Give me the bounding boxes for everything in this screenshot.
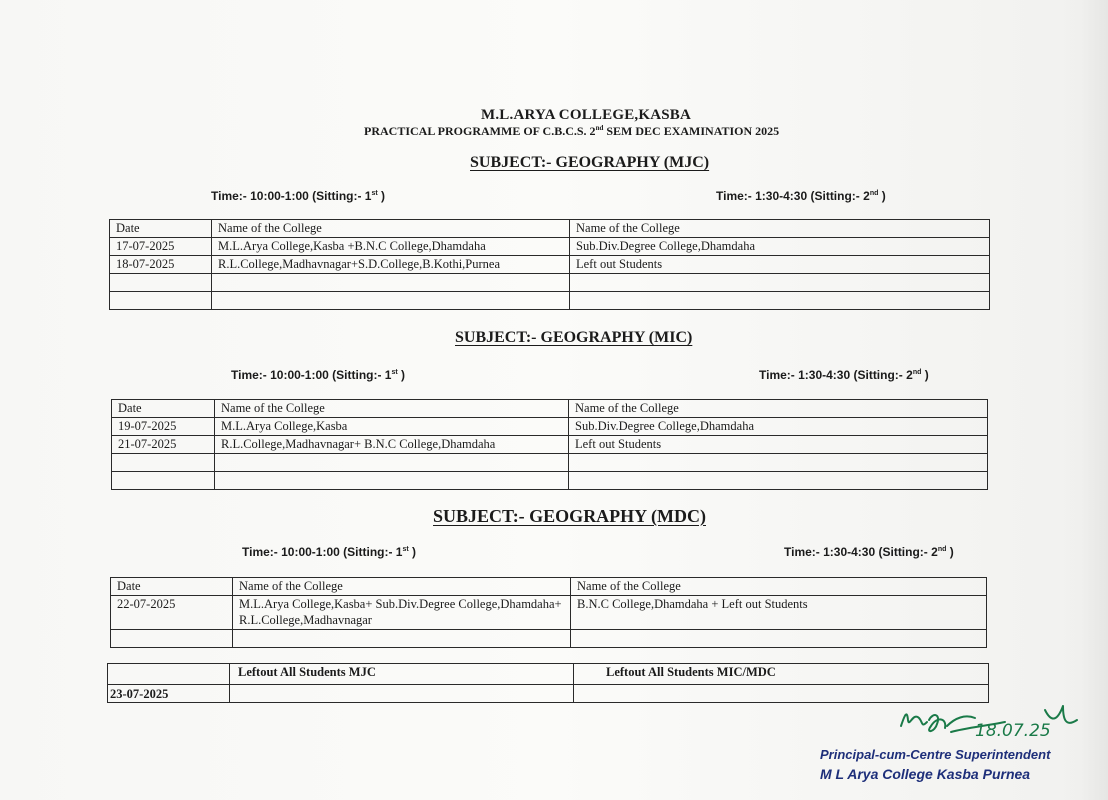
programme-title-text-end: SEM DEC EXAMINATION 2025: [603, 124, 780, 138]
table-row-empty: [112, 472, 988, 490]
time-sup: st: [402, 546, 409, 553]
time-text: Time:- 1:30-4:30 (Sitting:- 2: [784, 545, 938, 559]
table-header-row: [112, 400, 988, 418]
empty-cell: [110, 292, 212, 310]
empty-cell: [215, 472, 569, 490]
college-cell-sitting-2: Sub.Div.Degree College,Dhamdaha: [570, 238, 990, 256]
leftout-mic-mdc-cell: Leftout All Students MIC/MDC: [574, 664, 989, 685]
table-row: [112, 436, 988, 454]
empty-cell: [212, 274, 570, 292]
subject-heading-mjc: SUBJECT:- GEOGRAPHY (MJC): [470, 154, 710, 171]
programme-title-text: PRACTICAL PROGRAMME OF C.B.C.S. 2: [364, 124, 596, 138]
time-sitting-1-mjc: [211, 189, 385, 203]
programme-title: [364, 124, 779, 139]
table-row-empty: [110, 292, 990, 310]
leftout-date-cell: 23-07-2025: [108, 685, 230, 703]
college-cell-sitting-1: R.L.College,Madhavnagar+ B.N.C College,Dhamdaha: [215, 436, 569, 454]
time-text: Time:- 1:30-4:30 (Sitting:- 2: [716, 189, 870, 203]
page-edge-shadow: [1062, 0, 1108, 800]
college-title: M.L.ARYA COLLEGE,KASBA: [481, 107, 692, 123]
empty-cell: [212, 292, 570, 310]
date-cell: 17-07-2025: [110, 238, 212, 256]
leftout-empty-cell: [108, 664, 230, 685]
header-cell-college-2: Name of the College: [571, 578, 987, 596]
date-cell: 18-07-2025: [110, 256, 212, 274]
empty-cell: [571, 630, 987, 648]
college-cell-sitting-2: Left out Students: [570, 256, 990, 274]
time-text-end: ): [946, 545, 954, 559]
table-header-row: [111, 578, 987, 596]
date-cell: 21-07-2025: [112, 436, 215, 454]
header-cell-college-1: Name of the College: [215, 400, 569, 418]
time-text-end: ): [397, 368, 406, 382]
time-text-end: ): [408, 545, 417, 559]
time-text-end: ): [377, 189, 386, 203]
time-sitting-2-mic: [759, 368, 929, 382]
empty-cell: [569, 454, 988, 472]
header-cell-date: Date: [111, 578, 233, 596]
header-cell-college-2: Name of the College: [569, 400, 988, 418]
schedule-table-mic: [111, 399, 988, 490]
header-cell-date: Date: [110, 220, 212, 238]
time-sup: st: [391, 369, 398, 376]
college-cell-sitting-2: Left out Students: [569, 436, 988, 454]
time-sitting-1-mic: [231, 368, 405, 382]
signature-date: 18.07.25: [975, 721, 1051, 741]
header-cell-college-2: Name of the College: [570, 220, 990, 238]
table-row: [112, 418, 988, 436]
empty-cell: [112, 472, 215, 490]
empty-cell: [110, 274, 212, 292]
empty-cell: [233, 630, 571, 648]
header-cell-college-1: Name of the College: [212, 220, 570, 238]
leftout-date-row: [108, 685, 989, 703]
empty-cell: [230, 685, 574, 703]
time-text-end: ): [878, 189, 886, 203]
leftout-table: [107, 663, 989, 703]
college-cell-sitting-2: Sub.Div.Degree College,Dhamdaha: [569, 418, 988, 436]
college-cell-sitting-1: M.L.Arya College,Kasba +B.N.C College,Dhamdaha: [212, 238, 570, 256]
empty-cell: [570, 274, 990, 292]
table-row-empty: [112, 454, 988, 472]
empty-cell: [215, 454, 569, 472]
time-text: Time:- 10:00-1:00 (Sitting:- 1: [242, 545, 403, 559]
signature-institution: M L Arya College Kasba Purnea: [820, 766, 1031, 782]
date-cell: 19-07-2025: [112, 418, 215, 436]
empty-cell: [112, 454, 215, 472]
time-text: Time:- 1:30-4:30 (Sitting:- 2: [759, 368, 913, 382]
table-row: [110, 256, 990, 274]
college-cell-sitting-2: B.N.C College,Dhamdaha + Left out Students: [571, 596, 987, 630]
table-header-row: [110, 220, 990, 238]
subject-heading-mdc: SUBJECT:- GEOGRAPHY (MDC): [433, 506, 706, 526]
time-sitting-1-mdc: [242, 545, 416, 559]
signature-title: Principal-cum-Centre Superintendent: [820, 747, 1051, 762]
time-sup: st: [371, 190, 378, 197]
empty-cell: [569, 472, 988, 490]
header-cell-date: Date: [112, 400, 215, 418]
college-cell-sitting-1: M.L.Arya College,Kasba+ Sub.Div.Degree College,Dhamdaha+ R.L.College,Madhavnagar: [233, 596, 571, 630]
table-row: [111, 596, 987, 630]
leftout-mjc-cell: Leftout All Students MJC: [230, 664, 574, 685]
college-cell-sitting-1: M.L.Arya College,Kasba: [215, 418, 569, 436]
time-sitting-2-mjc: [716, 189, 886, 203]
table-row-empty: [111, 630, 987, 648]
header-cell-college-1: Name of the College: [233, 578, 571, 596]
leftout-header-row: [108, 664, 989, 685]
college-cell-sitting-1: R.L.College,Madhavnagar+S.D.College,B.Kothi,Purnea: [212, 256, 570, 274]
table-row-empty: [110, 274, 990, 292]
time-text: Time:- 10:00-1:00 (Sitting:- 1: [211, 189, 372, 203]
time-sup: nd: [912, 369, 922, 376]
programme-title-sup: nd: [595, 124, 604, 132]
time-text-end: ): [921, 368, 929, 382]
subject-heading-mic: SUBJECT:- GEOGRAPHY (MIC): [455, 329, 693, 346]
schedule-table-mdc: [110, 577, 987, 648]
time-text: Time:- 10:00-1:00 (Sitting:- 1: [231, 368, 392, 382]
table-row: [110, 238, 990, 256]
schedule-table-mjc: [109, 219, 990, 310]
empty-cell: [111, 630, 233, 648]
date-cell: 22-07-2025: [111, 596, 233, 630]
time-sitting-2-mdc: [784, 545, 954, 559]
time-sup: nd: [869, 190, 879, 197]
time-sup: nd: [937, 546, 947, 553]
handwritten-signature: [895, 698, 1085, 750]
empty-cell: [570, 292, 990, 310]
